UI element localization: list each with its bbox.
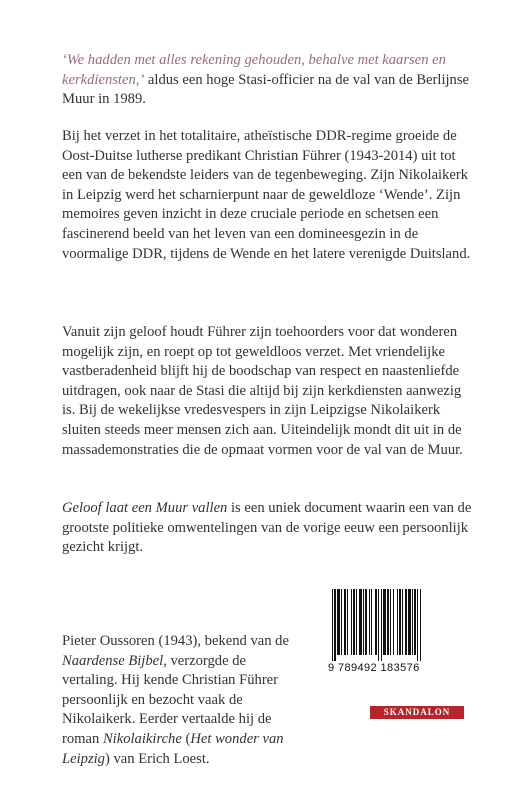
isbn-number: 9 789492 183576	[328, 662, 420, 674]
book-title: Geloof laat een Muur vallen	[62, 500, 228, 516]
translator-text-3: (	[181, 730, 191, 747]
barcode-bar	[353, 589, 355, 655]
barcode-bar	[405, 589, 407, 655]
barcode-bar	[408, 589, 411, 655]
barcode-bars	[328, 589, 470, 661]
barcode-bar	[337, 589, 340, 655]
barcode-bar	[344, 589, 346, 655]
barcode-bar	[390, 589, 391, 655]
opening-quote	[62, 51, 472, 110]
barcode-bar	[365, 589, 367, 655]
barcode-bar	[402, 589, 403, 655]
description-paragraph-1: Bij het verzet in het totalitaire, atheïstische DDR-regime groeide de Oost-Duitse lutherse predikant Christian Führer (1943-2014) uit tot een van de bekendste leiders van de tegenbeweging. Zijn Nikolaikerk in Leipzig werd het scharnierpunt naar de geweldloze ‘Wende’. Zijn memoires geven inzicht in deze cruciale periode en schetsen een fascinerend beeld van het leven van een domineesgezin in de voormalige DDR, tijdens de Wende en het latere verenigde Duitsland.	[62, 128, 471, 262]
isbn-barcode	[328, 589, 470, 701]
novel-dutch-title: Het wonder van Leipzig	[62, 730, 284, 767]
barcode-bar	[414, 589, 416, 655]
barcode-bar	[369, 589, 370, 655]
barcode-bar	[375, 589, 377, 655]
translator-bio	[62, 632, 292, 769]
quote-attribution: aldus een hoge Stasi-officier na de val van de Berlijnse Muur in 1989.	[62, 71, 470, 108]
barcode-bar	[378, 589, 379, 661]
barcode-bar	[387, 589, 389, 655]
barcode-bar	[371, 589, 372, 655]
quote-italic: ‘We hadden met alles rekening gehouden, behalve met kaarsen en kerkdiensten,’	[62, 52, 446, 88]
publisher-logo: SKANDALON	[370, 706, 464, 719]
barcode-bar	[334, 589, 336, 661]
barcode-bar	[393, 589, 394, 655]
barcode-bar	[383, 589, 386, 655]
barcode-bar	[359, 589, 362, 655]
barcode-bar	[363, 589, 364, 655]
barcode-bar	[381, 589, 382, 661]
paragraph-3-text: is een uniek document waarin een van de grootste politieke omwentelingen van de vorige eeuw een persoonlijk gezicht krijgt.	[62, 500, 472, 556]
barcode-bar	[412, 589, 413, 655]
barcode-bar	[397, 589, 398, 655]
bible-title: Naardense Bijbel	[62, 652, 164, 669]
novel-title: Nikolaikirche	[102, 730, 182, 747]
translator-text-4: ) van Erich Loest.	[104, 750, 210, 767]
barcode-bar	[351, 589, 352, 655]
barcode-bar	[420, 589, 421, 661]
barcode-bar	[341, 589, 342, 655]
barcode-bar	[356, 589, 357, 655]
barcode-bar	[417, 589, 418, 661]
translator-text-2: , verzorgde de vertaling. Hij kende Christian Führer persoonlijk en bezocht vaak de Nikolaikerk. Eerder vertaalde hij de roman	[62, 652, 279, 747]
barcode-bar	[347, 589, 348, 655]
barcode-bar	[399, 589, 401, 655]
description-paragraph-3	[62, 499, 472, 558]
description-paragraph-2: Vanuit zijn geloof houdt Führer zijn toehoorders voor dat wonderen mogelijk zijn, en roept op tot geweldloos verzet. Met vriendelijke vastberadenheid blijft hij de boodschap van respect en naastenliefde uitdragen, ook naar de Stasi die altijd bij zijn kerkdiensten aanwezig is. Bij de wekelijkse vredesvespers in zijn Leipzigse Nikolaikerk sluiten steeds meer mensen zich aan. Uiteindelijk mondt dit uit in de massademonstraties die de opmaat vormen voor de val van de Muur.	[62, 324, 463, 458]
barcode-bar	[332, 589, 333, 661]
translator-text-1: Pieter Oussoren (1943), bekend van de	[62, 633, 289, 649]
